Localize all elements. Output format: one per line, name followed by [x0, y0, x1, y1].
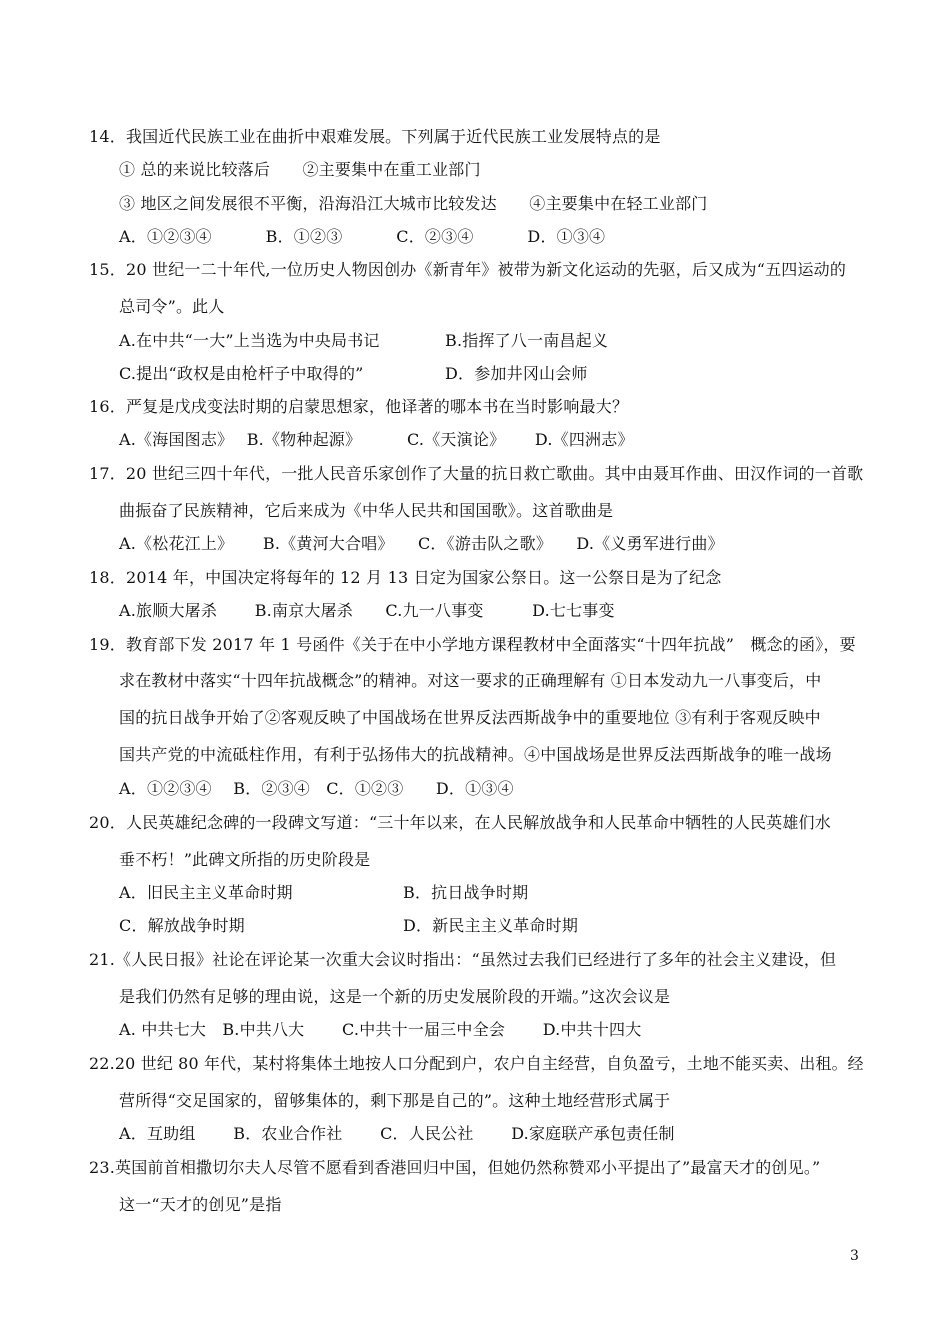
q22-stem-1: 22.20 世纪 80 年代，某村将集体土地按人口分配到户，农户自主经营，自负盈亏，土地不能买卖、出租。经 — [89, 1054, 864, 1073]
q18-options: A.旅顺大屠杀 B.南京大屠杀 C.九一八事变 D.七七事变 — [119, 601, 615, 620]
q17-stem-2: 曲振奋了民族精神，它后来成为《中华人民共和国国歌》。这首歌曲是 — [119, 501, 614, 520]
q19-stem-4: 国共产党的中流砥柱作用，有利于弘扬伟大的抗战精神。④中国战场是世界反法西斯战争的唯一战场 — [119, 745, 832, 764]
q21-stem-1: 21.《人民日报》社论在评论某一次重大会议时指出：“虽然过去我们已经进行了多年的社会主义建设，但 — [89, 950, 837, 969]
q20-option-d: D．新民主主义革命时期 — [403, 916, 579, 935]
q14-stem: 14．我国近代民族工业在曲折中艰难发展。下列属于近代民族工业发展特点的是 — [89, 127, 661, 146]
q17-options: A.《松花江上》 B.《黄河大合唱》 C．《游击队之歌》 D.《义勇军进行曲》 — [119, 534, 724, 553]
q23-stem-2: 这一“天才的创见”是指 — [119, 1195, 282, 1214]
q20-option-b: B．抗日战争时期 — [403, 883, 529, 902]
q20-stem-1: 20．人民英雄纪念碑的一段碑文写道：“三十年以来，在人民解放战争和人民革命中牺牲的人民英雄们水 — [89, 813, 831, 832]
q19-stem-2: 求在教材中落实“十四年抗战概念”的精神。对这一要求的正确理解有 ①日本发动九一八事变后，中 — [119, 671, 822, 690]
q19-stem-1: 19．教育部下发 2017 年 1 号函件《关于在中小学地方课程教材中全面落实“十四年抗战” 概念的函》，要 — [89, 635, 856, 654]
q20-stem-2: 垂不朽！”此碑文所指的历史阶段是 — [119, 850, 371, 869]
q17-stem-1: 17．20 世纪三四十年代，一批人民音乐家创作了大量的抗日救亡歌曲。其中由聂耳作曲、田汉作词的一首歌 — [89, 464, 864, 483]
q15-option-a: A.在中共“一大”上当选为中央局书记 — [119, 331, 380, 350]
q18-stem: 18．2014 年，中国决定将每年的 12 月 13 日定为国家公祭日。这一公祭日是为了纪念 — [89, 568, 722, 587]
q14-options: A．①②③④ B．①②③ C．②③④ D．①③④ — [119, 227, 606, 246]
q19-options: A．①②③④ B．②③④ C．①②③ D．①③④ — [119, 779, 514, 798]
page-number: 3 — [850, 1248, 859, 1264]
q20-option-a: A．旧民主主义革命时期 — [119, 883, 293, 902]
q14-statements-2: ③ 地区之间发展很不平衡，沿海沿江大城市比较发达 ④主要集中在轻工业部门 — [119, 194, 708, 213]
q21-options: A. 中共七大 B.中共八大 C.中共十一届三中全会 D.中共十四大 — [119, 1020, 642, 1039]
q22-stem-2: 营所得“交足国家的，留够集体的，剩下那是自己的”。这种土地经营形式属于 — [119, 1091, 671, 1110]
q15-option-b: B.指挥了八一南昌起义 — [445, 331, 609, 350]
q15-stem-1: 15．20 世纪一二十年代,一位历史人物因创办《新青年》被带为新文化运动的先驱，后又成为“五四运动的 — [89, 260, 847, 279]
q20-option-c: C．解放战争时期 — [119, 916, 245, 935]
q23-stem-1: 23.英国前首相撒切尔夫人尽管不愿看到香港回归中国，但她仍然称赞邓小平提出了”最富天才的创见。” — [89, 1158, 821, 1177]
q15-option-d: D．参加井冈山会师 — [445, 364, 588, 383]
q16-options: A.《海国图志》 B.《物种起源》 C.《天演论》 D.《四洲志》 — [119, 430, 634, 449]
q14-statements-1: ① 总的来说比较落后 ②主要集中在重工业部门 — [119, 160, 481, 179]
q15-option-c: C.提出“政权是由枪杆子中取得的” — [119, 364, 364, 383]
q21-stem-2: 是我们仍然有足够的理由说，这是一个新的历史发展阶段的开端。”这次会议是 — [119, 987, 671, 1006]
q15-stem-2: 总司令”。此人 — [119, 297, 225, 316]
q22-options: A．互助组 B．农业合作社 C．人民公社 D.家庭联产承包责任制 — [119, 1124, 675, 1143]
q19-stem-3: 国的抗日战争开始了②客观反映了中国战场在世界反法西斯战争中的重要地位 ③有利于客观反映中 — [119, 708, 821, 727]
q16-stem: 16．严复是戊戌变法时期的启蒙思想家，他译著的哪本书在当时影响最大？ — [89, 397, 629, 416]
